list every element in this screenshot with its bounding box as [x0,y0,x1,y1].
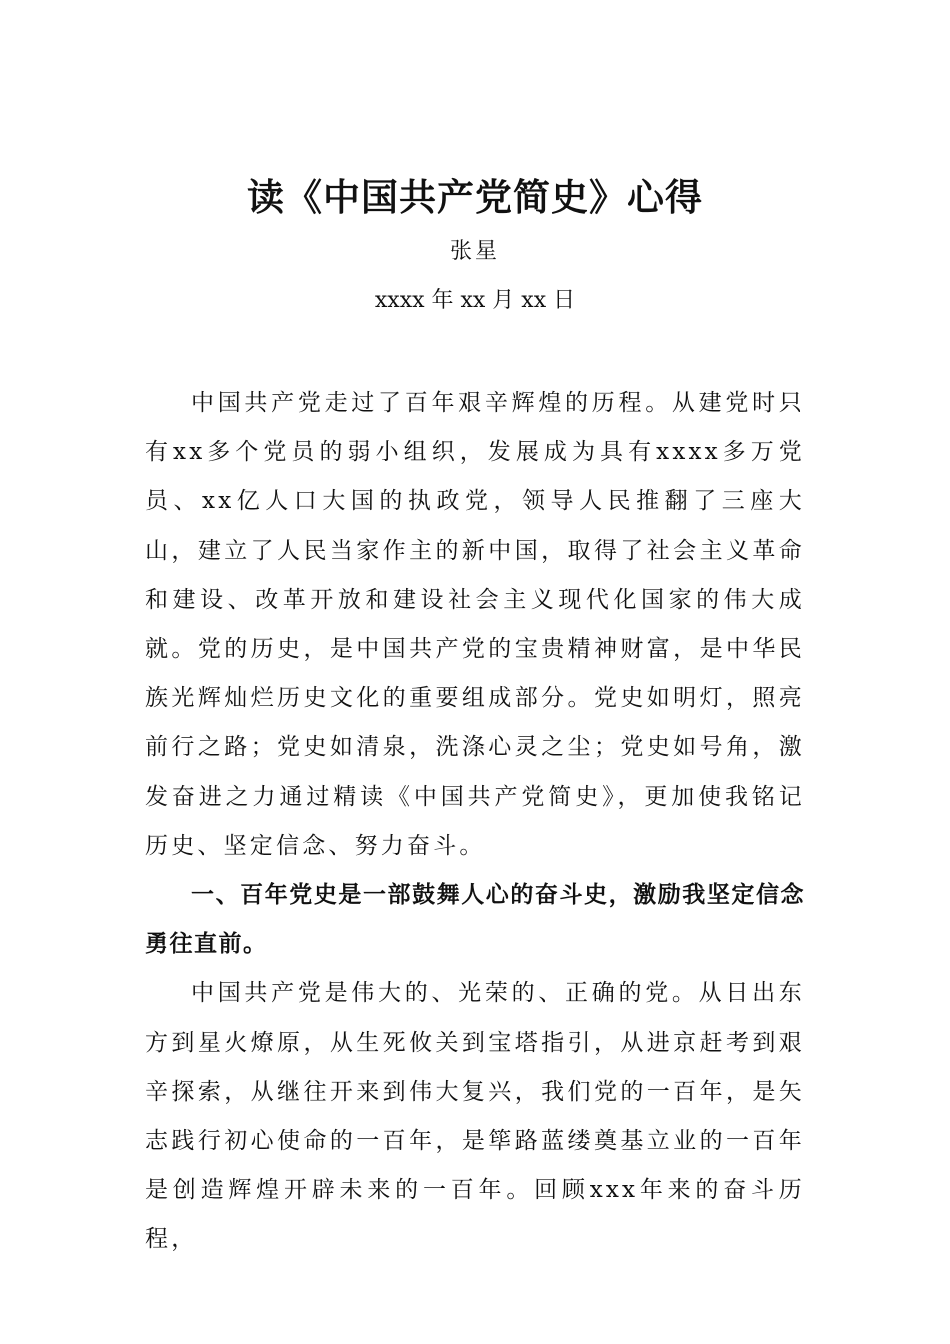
document-body [145,379,805,1265]
body-paragraph: 中国共产党走过了百年艰辛辉煌的历程。从建党时只有xx多个党员的弱小组织，发展成为具有xxxx多万党员、xx亿人口大国的执政党，领导人民推翻了三座大山，建立了人民当家作主的新中国，取得了社会主义革命和建设、改革开放和建设社会主义现代化国家的伟大成就。党的历史，是中国共产党的宝贵精神财富，是中华民族光辉灿烂历史文化的重要组成部分。党史如明灯，照亮前行之路；党史如清泉，洗涤心灵之尘；党史如号角，激发奋进之力通过精读《中国共产党简史》，更加使我铭记历史、坚定信念、努力奋斗。 [145,390,805,859]
body-paragraph: 中国共产党是伟大的、光荣的、正确的党。从日出东方到星火燎原，从生死攸关到宝塔指引，从进京赶考到艰辛探索，从继往开来到伟大复兴，我们党的一百年，是矢志践行初心使命的一百年，是筚路蓝缕奠基立业的一百年是创造辉煌开辟未来的一百年。回顾xxx年来的奋斗历程， [145,980,805,1253]
document-date: xxxx 年 xx 月 xx 日 [374,288,576,313]
document-title: 读《中国共产党简史》心得 [247,176,703,219]
document-author: 张星 [449,239,500,264]
section-heading: 一、百年党史是一部鼓舞人心的奋斗史，激励我坚定信念勇往直前。 [145,882,805,958]
